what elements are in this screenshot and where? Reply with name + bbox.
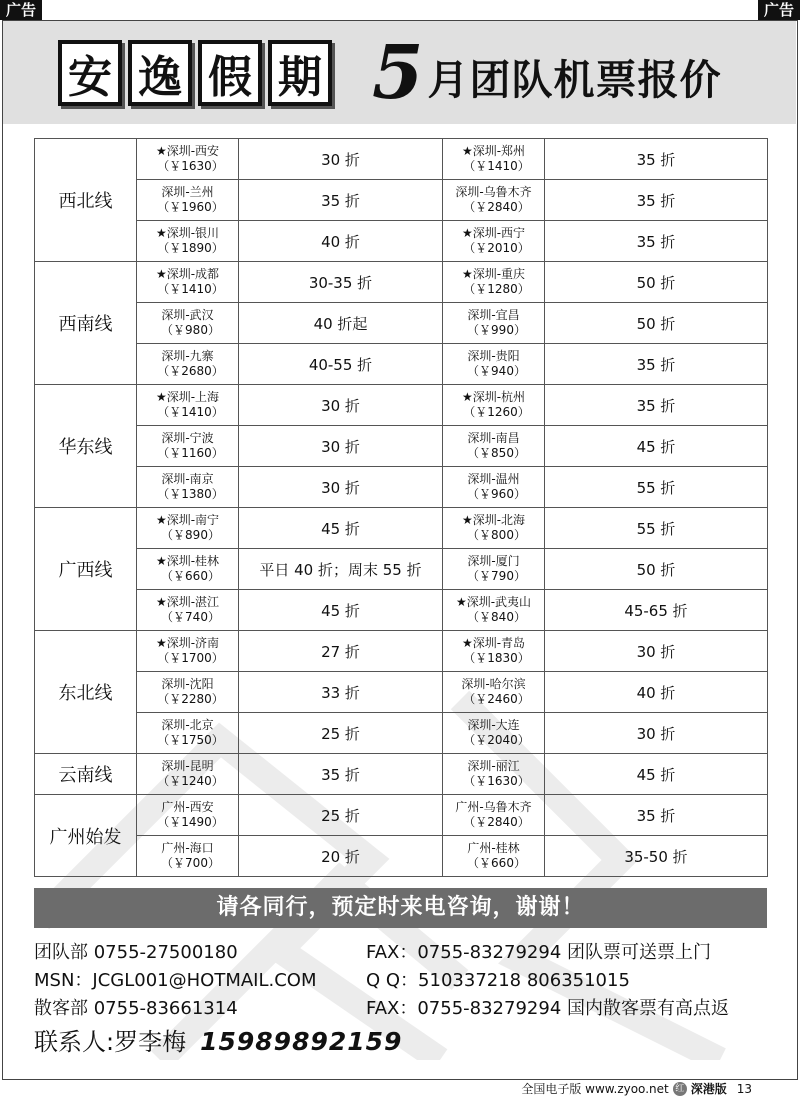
route-price: （￥1830） [463, 651, 530, 665]
route-cell [137, 672, 239, 713]
route-price: （￥1410） [463, 159, 530, 173]
route-cell [137, 631, 239, 672]
region-name: 华东线 [35, 385, 137, 508]
route-cell [443, 467, 545, 508]
route-price: （￥940） [467, 364, 526, 378]
route-price: （￥2280） [157, 692, 224, 706]
route-cell [443, 303, 545, 344]
brand-char: 假 [198, 40, 262, 106]
route-name: ★深圳-北海 [461, 513, 526, 527]
route-price: （￥1260） [463, 405, 530, 419]
route-price: （￥1960） [157, 200, 224, 214]
route-cell [443, 508, 545, 549]
route-cell [443, 672, 545, 713]
table-row [35, 221, 768, 262]
route-price: （￥790） [467, 569, 526, 583]
page-footer [521, 1080, 752, 1097]
route-cell [137, 836, 239, 877]
route-price: （￥1890） [157, 241, 224, 255]
page-title [372, 30, 722, 116]
route-name: 深圳-丽江 [467, 759, 520, 773]
contact-person-label: 联系人:罗李梅 [34, 1028, 187, 1056]
route-price: （￥1280） [463, 282, 530, 296]
route-price: （￥660） [161, 569, 220, 583]
route-name: 深圳-兰州 [161, 185, 214, 199]
route-cell [137, 590, 239, 631]
table-row [35, 344, 768, 385]
route-name: 广州-桂林 [467, 841, 520, 855]
route-price: （￥2010） [463, 241, 530, 255]
table-row [35, 795, 768, 836]
route-name: 深圳-厦门 [467, 554, 520, 568]
route-name: 深圳-温州 [467, 472, 520, 486]
discount-cell: 30 折 [545, 713, 768, 754]
title-month: 5 [372, 30, 424, 116]
discount-cell: 30 折 [239, 426, 443, 467]
brand-logo [58, 40, 332, 106]
route-cell [443, 836, 545, 877]
route-cell [137, 385, 239, 426]
discount-cell: 45 折 [545, 426, 768, 467]
discount-cell: 25 折 [239, 713, 443, 754]
region-name: 广西线 [35, 508, 137, 631]
discount-cell: 50 折 [545, 549, 768, 590]
route-name: ★深圳-桂林 [155, 554, 220, 568]
region-name: 东北线 [35, 631, 137, 754]
route-name: ★深圳-西安 [155, 144, 220, 158]
brand-char: 逸 [128, 40, 192, 106]
table-row [35, 631, 768, 672]
route-price: （￥960） [467, 487, 526, 501]
route-cell [443, 385, 545, 426]
table-row [35, 467, 768, 508]
discount-cell: 33 折 [239, 672, 443, 713]
route-name: ★深圳-杭州 [461, 390, 526, 404]
route-name: 广州-海口 [161, 841, 214, 855]
discount-cell: 40-55 折 [239, 344, 443, 385]
route-cell [443, 344, 545, 385]
route-price: （￥2680） [157, 364, 224, 378]
route-price: （￥1630） [157, 159, 224, 173]
discount-cell: 40 折起 [239, 303, 443, 344]
discount-cell: 35 折 [545, 221, 768, 262]
region-name: 西南线 [35, 262, 137, 385]
fax-retail: FAX：0755-83279294 国内散客票有高点返 [366, 998, 729, 1019]
route-name: ★深圳-青岛 [461, 636, 526, 650]
route-name: ★深圳-成都 [155, 267, 220, 281]
route-cell [137, 713, 239, 754]
qq-contact: Q Q：510337218 806351015 [366, 970, 630, 991]
retail-dept-phone: 散客部 0755-83661314 [34, 998, 238, 1019]
route-name: ★深圳-济南 [155, 636, 220, 650]
route-name: 深圳-哈尔滨 [461, 677, 526, 691]
route-price: （￥2840） [463, 200, 530, 214]
route-cell [443, 426, 545, 467]
discount-cell: 35 折 [545, 180, 768, 221]
route-price: （￥1700） [157, 651, 224, 665]
route-cell [137, 508, 239, 549]
route-name: 广州-乌鲁木齐 [455, 800, 532, 814]
route-name: 深圳-九寨 [161, 349, 214, 363]
route-cell [137, 221, 239, 262]
discount-cell: 35 折 [545, 385, 768, 426]
route-price: （￥700） [161, 856, 220, 870]
discount-cell: 55 折 [545, 508, 768, 549]
discount-cell: 45 折 [239, 508, 443, 549]
route-price: （￥660） [467, 856, 526, 870]
discount-cell: 45 折 [239, 590, 443, 631]
table-row [35, 549, 768, 590]
route-cell [137, 139, 239, 180]
route-price: （￥1160） [157, 446, 224, 460]
discount-cell: 30 折 [239, 385, 443, 426]
route-price: （￥890） [161, 528, 220, 542]
route-cell [443, 221, 545, 262]
route-cell [443, 262, 545, 303]
discount-cell: 30 折 [545, 631, 768, 672]
discount-cell: 50 折 [545, 303, 768, 344]
route-name: 深圳-宁波 [161, 431, 214, 445]
route-price: （￥800） [467, 528, 526, 542]
discount-cell: 25 折 [239, 795, 443, 836]
route-price: （￥1380） [157, 487, 224, 501]
fax-team: FAX：0755-83279294 团队票可送票上门 [366, 942, 711, 963]
table-row [35, 180, 768, 221]
region-name: 广州始发 [35, 795, 137, 877]
route-name: 广州-西安 [161, 800, 214, 814]
route-name: ★深圳-南宁 [155, 513, 220, 527]
route-cell [137, 180, 239, 221]
region-name: 云南线 [35, 754, 137, 795]
route-name: ★深圳-郑州 [461, 144, 526, 158]
route-price: （￥740） [161, 610, 220, 624]
route-price: （￥980） [161, 323, 220, 337]
route-cell [443, 754, 545, 795]
brand-char: 安 [58, 40, 122, 106]
contact-person [34, 1022, 402, 1057]
discount-cell: 35 折 [239, 180, 443, 221]
route-cell [443, 795, 545, 836]
fare-table [34, 138, 768, 877]
table-row [35, 590, 768, 631]
footer-edition: 深港版 [690, 1082, 727, 1096]
route-cell [137, 754, 239, 795]
ad-tag-right: 广告 [758, 0, 800, 20]
discount-cell: 30 折 [239, 139, 443, 180]
route-cell [443, 713, 545, 754]
route-cell [443, 590, 545, 631]
route-price: （￥1410） [157, 282, 224, 296]
route-name: 深圳-宜昌 [467, 308, 520, 322]
discount-cell: 30-35 折 [239, 262, 443, 303]
route-cell [443, 139, 545, 180]
ad-tag-left: 广告 [0, 0, 42, 20]
discount-cell: 45-65 折 [545, 590, 768, 631]
route-name: 深圳-南昌 [467, 431, 520, 445]
table-row [35, 262, 768, 303]
route-price: （￥1410） [157, 405, 224, 419]
discount-cell: 40 折 [545, 672, 768, 713]
discount-cell: 35-50 折 [545, 836, 768, 877]
route-price: （￥840） [467, 610, 526, 624]
footer-logo-icon: 红 [673, 1082, 687, 1096]
route-name: 深圳-昆明 [161, 759, 214, 773]
table-row [35, 754, 768, 795]
table-row [35, 139, 768, 180]
route-name: ★深圳-银川 [155, 226, 220, 240]
route-cell [137, 344, 239, 385]
route-cell [137, 303, 239, 344]
route-cell [443, 549, 545, 590]
discount-cell: 45 折 [545, 754, 768, 795]
route-name: 深圳-南京 [161, 472, 214, 486]
route-price: （￥2460） [463, 692, 530, 706]
discount-cell: 27 折 [239, 631, 443, 672]
discount-cell: 55 折 [545, 467, 768, 508]
route-cell [137, 262, 239, 303]
route-cell [137, 426, 239, 467]
route-price: （￥1630） [463, 774, 530, 788]
discount-cell: 35 折 [239, 754, 443, 795]
route-price: （￥2840） [463, 815, 530, 829]
route-cell [443, 631, 545, 672]
notice-banner: 请各同行，预定时来电咨询，谢谢！ [34, 888, 767, 928]
route-name: 深圳-沈阳 [161, 677, 214, 691]
route-name: 深圳-武汉 [161, 308, 214, 322]
route-price: （￥1240） [157, 774, 224, 788]
route-name: 深圳-大连 [467, 718, 520, 732]
discount-cell: 50 折 [545, 262, 768, 303]
discount-cell: 40 折 [239, 221, 443, 262]
discount-cell: 35 折 [545, 795, 768, 836]
route-name: ★深圳-武夷山 [455, 595, 532, 609]
msn-contact: MSN：JCGL001@HOTMAIL.COM [34, 970, 317, 991]
route-price: （￥850） [467, 446, 526, 460]
route-name: ★深圳-重庆 [461, 267, 526, 281]
discount-cell: 35 折 [545, 139, 768, 180]
discount-cell: 20 折 [239, 836, 443, 877]
route-name: 深圳-北京 [161, 718, 214, 732]
title-text: 月团队机票报价 [427, 56, 722, 104]
page-number: 13 [736, 1081, 752, 1096]
table-row [35, 426, 768, 467]
table-row [35, 303, 768, 344]
table-row [35, 385, 768, 426]
contact-mobile: 15989892159 [200, 1027, 403, 1056]
route-cell [443, 180, 545, 221]
route-name: 深圳-乌鲁木齐 [455, 185, 532, 199]
route-price: （￥990） [467, 323, 526, 337]
route-price: （￥1750） [157, 733, 224, 747]
discount-cell: 35 折 [545, 344, 768, 385]
route-cell [137, 467, 239, 508]
table-row [35, 508, 768, 549]
route-name: ★深圳-湛江 [155, 595, 220, 609]
route-cell [137, 549, 239, 590]
route-price: （￥1490） [157, 815, 224, 829]
discount-cell: 30 折 [239, 467, 443, 508]
table-row [35, 713, 768, 754]
route-name: ★深圳-上海 [155, 390, 220, 404]
route-cell [137, 795, 239, 836]
region-name: 西北线 [35, 139, 137, 262]
team-dept-phone: 团队部 0755-27500180 [34, 942, 238, 963]
brand-char: 期 [268, 40, 332, 106]
discount-cell: 平日 40 折；周末 55 折 [239, 549, 443, 590]
table-row [35, 836, 768, 877]
route-name: 深圳-贵阳 [467, 349, 520, 363]
footer-site: 全国电子版 www.zyoo.net [521, 1082, 669, 1096]
route-name: ★深圳-西宁 [461, 226, 526, 240]
table-row [35, 672, 768, 713]
route-price: （￥2040） [463, 733, 530, 747]
